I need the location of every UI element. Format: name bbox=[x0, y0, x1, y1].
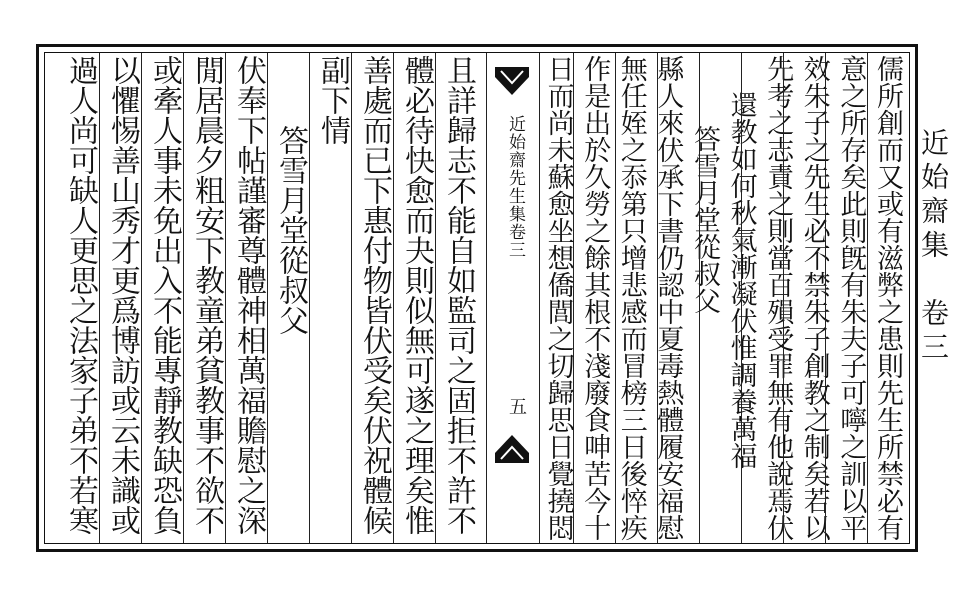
text-column: 副下情 bbox=[315, 55, 350, 145]
column-rule bbox=[225, 53, 226, 543]
text-column: 閒居晨夕粗安下教童弟貧教事不欲不 bbox=[189, 55, 224, 535]
text-column: 或牽人事未免出入不能專靜教缺恐負 bbox=[147, 55, 182, 535]
page-number: 五 bbox=[506, 397, 527, 415]
column-rule bbox=[657, 53, 658, 543]
text-column: 儒所創而又或有滋弊之患則先生所禁必有 bbox=[872, 55, 903, 541]
text-column: 且詳歸志不能自如監司之固拒不許不 bbox=[441, 55, 476, 535]
fish-tail-ornament-icon bbox=[495, 67, 529, 95]
title-text: 近始齋集 bbox=[917, 128, 950, 264]
text-column: 還教如何秋氣漸凝伏惟調養萬福 bbox=[725, 91, 757, 469]
column-rule bbox=[741, 53, 742, 543]
text-column: 伏奉下帖謹審尊體神相萬福贍慰之深 bbox=[231, 55, 266, 535]
book-title bbox=[913, 128, 953, 366]
volume-text: 卷三 bbox=[917, 298, 950, 366]
text-column: 過人尚可缺人更思之法家子弟不若寒 bbox=[63, 55, 98, 535]
letter-heading: 答雪月堂從叔父 bbox=[689, 125, 720, 314]
center-title: 近始齋先生集卷三 bbox=[505, 115, 525, 259]
page-frame bbox=[36, 44, 918, 552]
text-column: 效朱子之先生必不禁朱子創教之制矣若以 bbox=[798, 55, 830, 541]
text-column: 善處而已下惠付物皆伏受矣伏祝體候 bbox=[357, 55, 392, 535]
column-rule bbox=[309, 53, 310, 543]
column-rule bbox=[351, 53, 352, 543]
column-rule bbox=[435, 53, 436, 543]
text-column: 以懼惕善山秀才更爲博訪或云未識或 bbox=[105, 55, 140, 535]
text-column: 無任姪之忝第只增悲感而冒榜三日後悴疾 bbox=[615, 55, 647, 541]
text-column: 日而尚未蘇愈坐想僑閭之切歸思日覺撓悶 bbox=[542, 55, 574, 541]
column-rule bbox=[99, 53, 100, 543]
column-rule bbox=[867, 53, 868, 543]
letter-heading: 答雪月堂從叔父 bbox=[273, 125, 308, 335]
column-rule bbox=[267, 53, 268, 543]
column-rule bbox=[699, 53, 700, 543]
text-column: 意之所存矣此則旣有朱夫子可嚀之訓以平 bbox=[835, 55, 867, 541]
column-rule bbox=[393, 53, 394, 543]
column-rule bbox=[615, 53, 616, 543]
column-rule bbox=[141, 53, 142, 543]
text-column: 作是出於久勞之餘其根不淺廢食呻苦今十 bbox=[579, 55, 611, 541]
column-rule bbox=[183, 53, 184, 543]
fish-tail-ornament-icon bbox=[495, 435, 529, 463]
text-column: 縣人來伏承下書仍認中夏毒熱體履安福慰 bbox=[652, 55, 684, 541]
column-rule bbox=[825, 53, 826, 543]
text-column: 先考之志責之則當百殞受罪無有他說焉伏 bbox=[762, 55, 794, 541]
text-column: 體必待快愈而夬則似無可遂之理矣惟 bbox=[399, 55, 434, 535]
column-rule bbox=[783, 53, 784, 543]
center-strip bbox=[486, 53, 540, 543]
